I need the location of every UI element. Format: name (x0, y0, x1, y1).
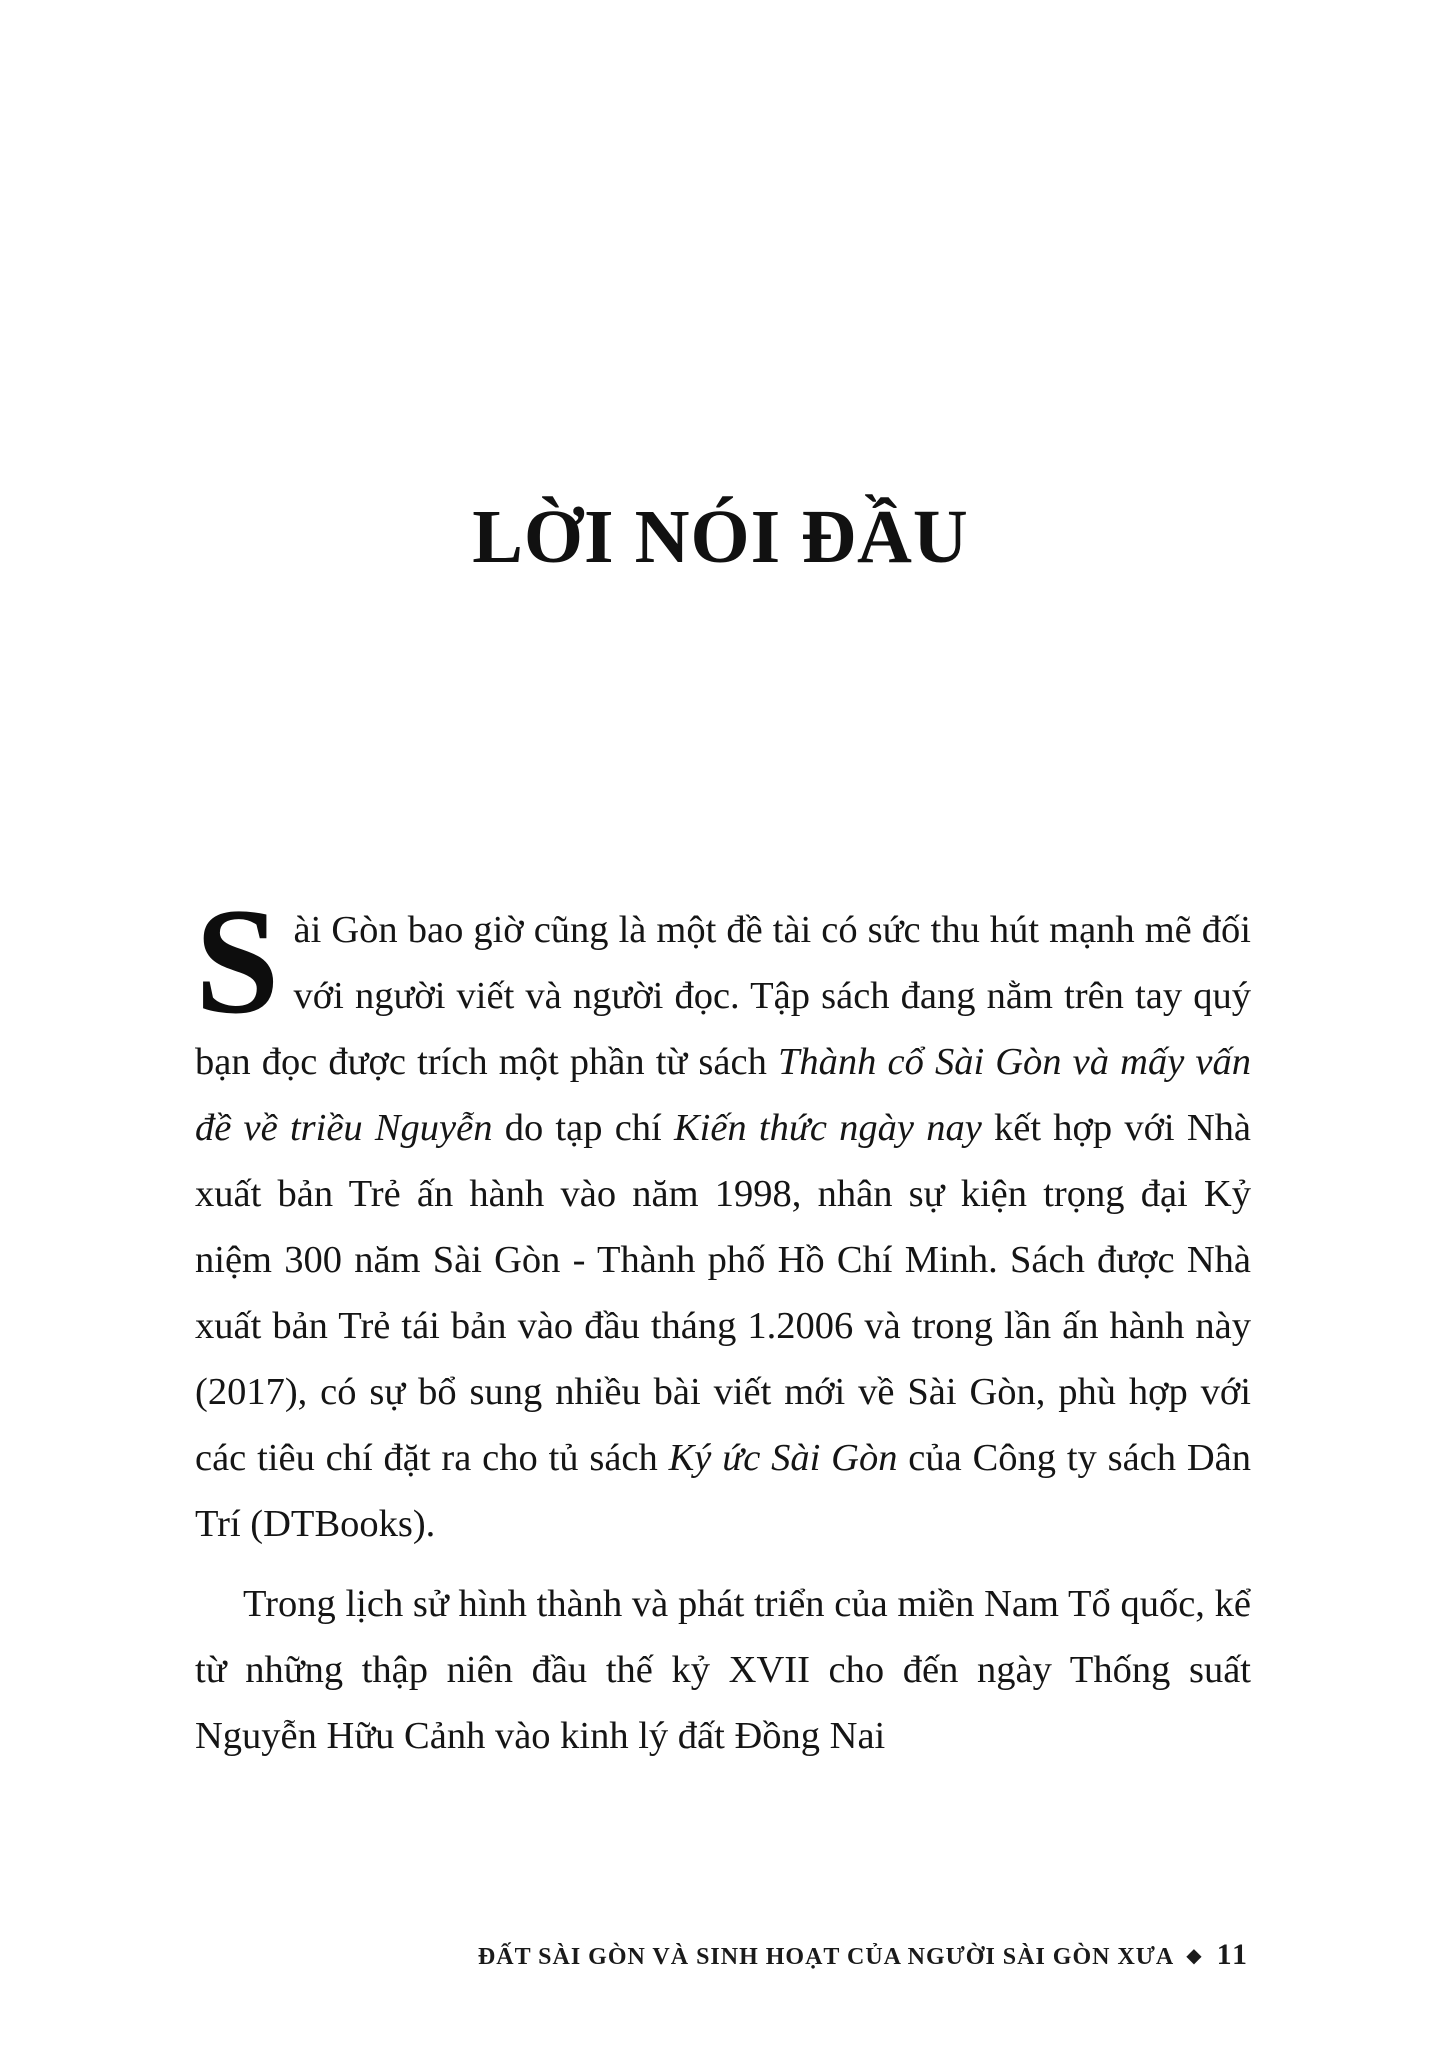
page-footer (478, 1938, 1249, 1972)
paragraph-1-text-b: do tạp chí (492, 1107, 674, 1149)
series-title: Ký ức Sài Gòn (668, 1437, 898, 1479)
paragraph-2: Trong lịch sử hình thành và phát triển của miền Nam Tổ quốc, kể từ những thập niên đầu thế kỷ XVII cho đến ngày Thống suất Nguyễn Hữu Cảnh vào kinh lý đất Đồng Nai (195, 1583, 1251, 1757)
body-text (195, 877, 1251, 1769)
paragraph-1-text-d: của Công ty sách Dân Trí (DTBooks). (195, 1437, 1251, 1545)
magazine-title: Kiến thức ngày nay (673, 1107, 982, 1149)
page-number: 11 (1216, 1938, 1249, 1971)
drop-cap: S (195, 877, 280, 1045)
running-title: ĐẤT SÀI GÒN VÀ SINH HOẠT CỦA NGƯỜI SÀI GÒN XƯA (477, 1944, 1175, 1970)
paragraph-1-text-c: kết hợp với Nhà xuất bản Trẻ ấn hành vào năm 1998, nhân sự kiện trọng đại Kỷ niệm 300 năm Sài Gòn - Thành phố Hồ Chí Minh. Sách được Nhà xuất bản Trẻ tái bản vào đầu tháng 1.2006 và trong lần ấn hành này (2017), có sự bổ sung nhiều bài viết mới về Sài Gòn, phù hợp với các tiêu chí đặt ra cho tủ sách (195, 1107, 1251, 1479)
paragraph-1-text-a: ài Gòn bao giờ cũng là một đề tài có sức thu hút mạnh mẽ đối với người viết và người đọc. Tập sách đang nằm trên tay quý bạn đọc được trích một phần từ sách (195, 909, 1251, 1083)
chapter-title: LỜI NÓI ĐẦU (472, 494, 969, 579)
diamond-icon: ◆ (1186, 1945, 1203, 1967)
book-title: Thành cổ Sài Gòn và mấy vấn đề về triều Nguyễn (195, 1041, 1251, 1149)
paragraph-1 (195, 877, 1251, 1557)
